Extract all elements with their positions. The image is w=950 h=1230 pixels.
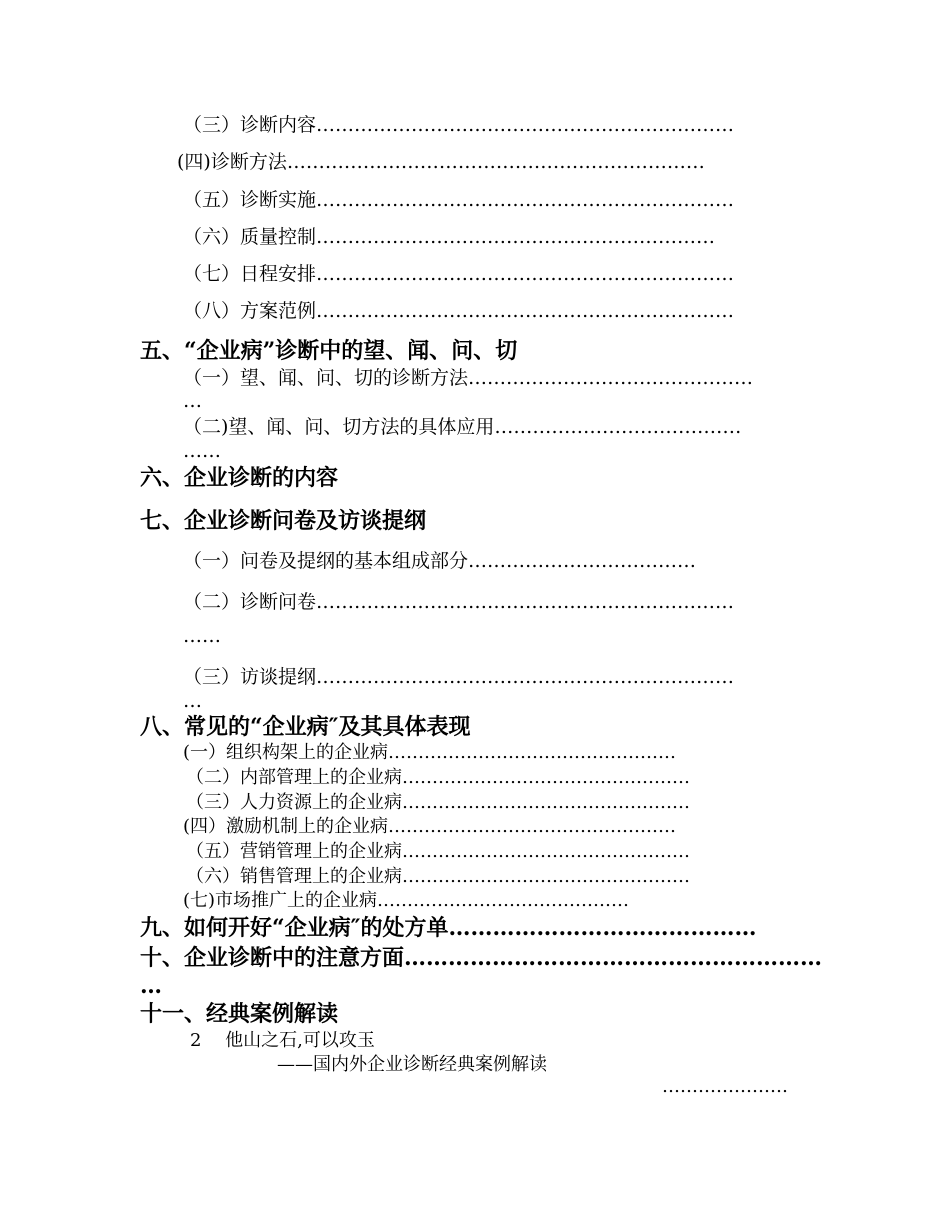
toc-entry: （六）销售管理上的企业病………………………………………… xyxy=(186,866,690,887)
toc-entry: (四)诊断方法………………………………………………………… xyxy=(177,151,705,173)
toc-entry: （二)望、闻、问、切方法的具体应用………………………………… xyxy=(183,416,742,438)
section-heading: 十一、经典案例解读 xyxy=(140,1001,339,1027)
toc-entry: （五）诊断实施………………………………………………………… xyxy=(183,189,735,211)
section-heading: 八、常见的“企业病″及其具体表现 xyxy=(140,714,471,740)
toc-entry: （二）内部管理上的企业病………………………………………… xyxy=(186,767,690,788)
toc-entry: （三）诊断内容………………………………………………………… xyxy=(183,114,735,136)
toc-entry: (四）激励机制上的企业病………………………………………… xyxy=(183,816,677,837)
toc-entry-continuation: …… xyxy=(183,625,221,647)
toc-entry-continuation: … xyxy=(183,390,202,412)
toc-entry-continuation: … xyxy=(183,690,202,712)
toc-entry: （三）人力资源上的企业病………………………………………… xyxy=(186,792,690,813)
toc-entry: （一）望、闻、问、切的诊断方法……………………………………… xyxy=(183,367,754,389)
toc-entry: （八）方案范例………………………………………………………… xyxy=(183,300,735,322)
toc-entry: （三）访谈提纲………………………………………………………… xyxy=(183,666,735,688)
section-heading: 六、企业诊断的内容 xyxy=(140,465,339,491)
toc-entry: 2 他山之石,可以攻玉 xyxy=(190,1030,375,1051)
section-heading: 五、“企业病”诊断中的望、闻、问、切 xyxy=(140,338,518,364)
toc-entry: （六）质量控制……………………………………………………… xyxy=(183,226,716,248)
toc-entry: （一）问卷及提纲的基本组成部分……………………………… xyxy=(183,550,697,572)
section-heading: 七、企业诊断问卷及访谈提纲 xyxy=(140,508,427,534)
toc-entry-subtitle: ——国内外企业诊断经典案例解读 xyxy=(277,1054,547,1075)
toc-entry-continuation: …… xyxy=(183,440,221,462)
toc-entry: （五）营销管理上的企业病………………………………………… xyxy=(186,841,690,862)
toc-leader-dots: ………………… xyxy=(662,1076,788,1097)
section-heading: 九、如何开好“企业病″的处方单…………………………………… xyxy=(140,915,757,941)
section-heading: 十、企业诊断中的注意方面………………………………………………… xyxy=(140,945,823,971)
toc-entry: （二）诊断问卷………………………………………………………… xyxy=(183,591,735,613)
toc-entry: (七)市场推广上的企业病…………………………………… xyxy=(183,890,630,911)
section-heading-continuation: … xyxy=(140,973,162,999)
toc-entry: （七）日程安排………………………………………………………… xyxy=(183,263,735,285)
toc-entry: (一）组织构架上的企业病………………………………………… xyxy=(183,742,677,763)
